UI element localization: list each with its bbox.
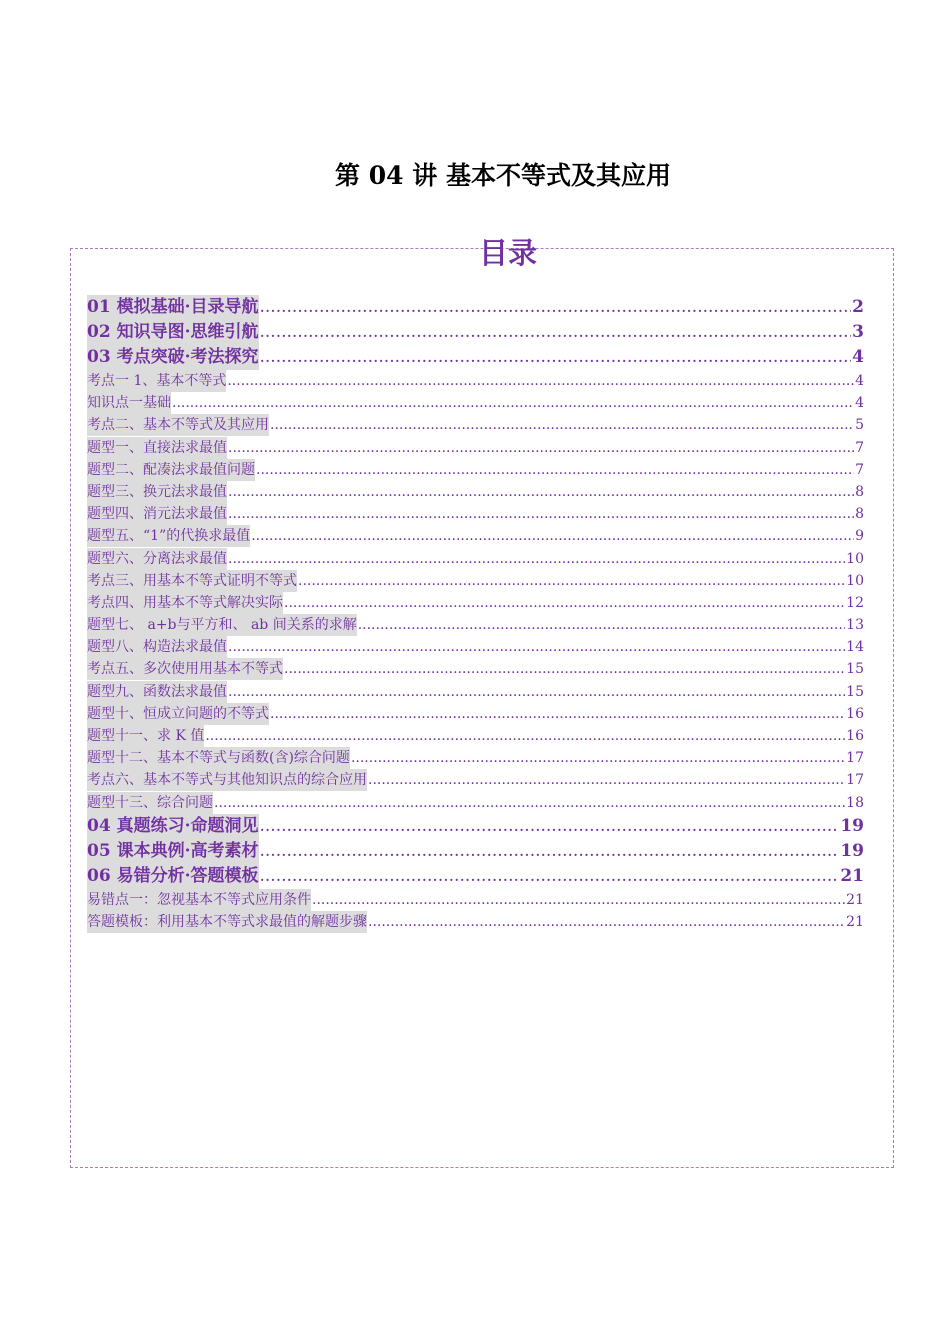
toc-entry-label: 考点六、基本不等式与其他知识点的综合应用 (87, 769, 367, 791)
toc-subsection-link[interactable] (87, 370, 864, 392)
toc-page-number: 5 (855, 417, 864, 434)
toc-page-number: 3 (852, 322, 864, 342)
toc-subsection-link[interactable] (87, 414, 864, 436)
toc-dot-leader (227, 370, 854, 392)
toc-section-link[interactable] (87, 839, 864, 864)
toc-subsection-link[interactable] (87, 658, 864, 680)
toc-dot-leader (312, 889, 845, 911)
toc-page-number: 4 (855, 395, 864, 412)
toc-subsection-link[interactable] (87, 681, 864, 703)
toc-page-number: 16 (846, 705, 864, 722)
toc-dot-leader (256, 459, 854, 481)
toc-heading: 目录 (478, 236, 537, 270)
toc-entry-label: 题型十、恒成立问题的不等式 (87, 703, 269, 725)
toc-entry-label: 考点四、用基本不等式解决实际 (87, 592, 283, 614)
toc-entry-label: 01 模拟基础·目录导航 (87, 295, 259, 320)
toc-entry-label: 易错点一：忽视基本不等式应用条件 (87, 889, 311, 911)
toc-entry-label: 题型十一、求 K 值 (87, 725, 204, 747)
toc-section-link[interactable] (87, 864, 864, 889)
toc-dot-leader (228, 681, 845, 703)
toc-page-number: 15 (846, 661, 864, 678)
toc-dot-leader (270, 703, 845, 725)
toc-page-number: 18 (846, 794, 864, 811)
toc-entry-label: 题型七、 a+b与平方和、 ab 间关系的求解 (87, 614, 357, 636)
toc-page-number: 16 (846, 728, 864, 744)
toc-subsection-link[interactable] (87, 636, 864, 658)
toc-section-link[interactable] (87, 295, 864, 320)
toc-dot-leader (358, 614, 845, 636)
toc-subsection-link[interactable] (87, 725, 864, 747)
toc-subsection-link[interactable] (87, 747, 864, 769)
toc-dot-leader (368, 769, 845, 791)
toc-page-number: 13 (846, 617, 864, 634)
toc-entry-label: 考点二、基本不等式及其应用 (87, 414, 269, 436)
toc-dot-leader (228, 503, 854, 525)
toc-section-link[interactable] (87, 320, 864, 345)
toc-entry-label: 06 易错分析·答题模板 (87, 864, 259, 889)
toc-page-number: 14 (846, 639, 864, 656)
toc-subsection-link[interactable] (87, 703, 864, 725)
toc-entry-label: 知识点一基础 (87, 392, 171, 414)
toc-entry-label: 题型十二、基本不等式与函数(含)综合问题 (87, 747, 350, 769)
toc-entry-label: 05 课本典例·高考素材 (87, 839, 259, 864)
toc-page-number: 9 (855, 528, 864, 545)
document-title: 第 04 讲 基本不等式及其应用 (335, 161, 671, 190)
toc-subsection-link[interactable] (87, 889, 864, 911)
toc-entry-label: 考点五、多次使用用基本不等式 (87, 658, 283, 680)
toc-subsection-link[interactable] (87, 392, 864, 414)
toc-page-number: 7 (855, 439, 864, 456)
toc-dot-leader (368, 911, 845, 933)
toc-subsection-link[interactable] (87, 548, 864, 570)
toc-entry-label: 题型二、配凑法求最值问题 (87, 459, 255, 481)
toc-page-number: 10 (846, 572, 864, 589)
table-of-contents-frame (70, 236, 894, 1168)
toc-dot-leader (284, 592, 845, 614)
toc-subsection-link[interactable] (87, 481, 864, 503)
toc-page-number: 10 (846, 550, 864, 567)
toc-dot-leader (228, 636, 845, 658)
toc-entry-label: 题型六、分离法求最值 (87, 548, 227, 570)
toc-entry-label: 04 真题练习·命题洞见 (87, 814, 259, 839)
toc-subsection-link[interactable] (87, 437, 864, 459)
toc-subsection-link[interactable] (87, 614, 864, 636)
toc-page-number: 19 (840, 840, 864, 861)
toc-dot-leader (228, 548, 845, 570)
toc-subsection-link[interactable] (87, 525, 864, 547)
toc-dot-leader (228, 437, 854, 459)
toc-entry-label: 题型四、消元法求最值 (87, 503, 227, 525)
toc-dot-leader (172, 392, 854, 414)
toc-page-number: 21 (840, 865, 864, 886)
toc-subsection-link[interactable] (87, 792, 864, 814)
toc-entry-label: 题型一、直接法求最值 (87, 437, 227, 459)
toc-page-number: 7 (855, 461, 864, 478)
toc-page-number: 8 (855, 483, 864, 500)
toc-dot-leader (260, 814, 840, 839)
toc-entry-label: 03 考点突破·考法探究 (87, 345, 259, 370)
toc-page-number: 15 (846, 683, 864, 700)
toc-dot-leader (284, 658, 845, 680)
toc-entry-label: 题型八、构造法求最值 (87, 636, 227, 658)
toc-dot-leader (260, 295, 852, 320)
toc-subsection-link[interactable] (87, 459, 864, 481)
toc-page-number: 17 (846, 750, 864, 767)
toc-page-number: 17 (846, 772, 864, 789)
toc-subsection-link[interactable] (87, 769, 864, 791)
toc-page-number: 21 (846, 913, 864, 930)
toc-page-number: 4 (852, 347, 864, 367)
toc-entry-label: 题型九、函数法求最值 (87, 681, 227, 703)
toc-dot-leader (205, 725, 845, 747)
toc-section-link[interactable] (87, 814, 864, 839)
toc-entry-label: 02 知识导图·思维引航 (87, 320, 259, 345)
toc-dot-leader (260, 345, 852, 370)
toc-entry-label: 题型三、换元法求最值 (87, 481, 227, 503)
toc-entry-label: 答题模板：利用基本不等式求最值的解题步骤 (87, 911, 367, 933)
toc-page-number: 8 (855, 506, 864, 523)
toc-entry-label: 考点一 1、基本不等式 (87, 370, 226, 392)
toc-page-number: 12 (846, 594, 864, 611)
toc-subsection-link[interactable] (87, 503, 864, 525)
toc-dot-leader (351, 747, 845, 769)
toc-entry-label: 题型五、“1”的代换求最值 (87, 525, 250, 547)
toc-page-number: 4 (855, 373, 864, 389)
toc-subsection-link[interactable] (87, 911, 864, 933)
toc-dot-leader (260, 320, 852, 345)
toc-dot-leader (260, 864, 840, 889)
toc-list (87, 295, 864, 933)
toc-page-number: 2 (852, 297, 864, 317)
toc-dot-leader (214, 792, 845, 814)
toc-subsection-link[interactable] (87, 570, 864, 592)
toc-entry-label: 考点三、用基本不等式证明不等式 (87, 570, 297, 592)
toc-dot-leader (228, 481, 854, 503)
toc-section-link[interactable] (87, 345, 864, 370)
toc-subsection-link[interactable] (87, 592, 864, 614)
toc-dot-leader (260, 839, 840, 864)
toc-dot-leader (298, 570, 845, 592)
toc-dot-leader (251, 525, 854, 547)
toc-entry-label: 题型十三、综合问题 (87, 792, 213, 814)
toc-page-number: 19 (840, 815, 864, 836)
toc-page-number: 21 (846, 891, 864, 908)
toc-dot-leader (270, 414, 854, 436)
